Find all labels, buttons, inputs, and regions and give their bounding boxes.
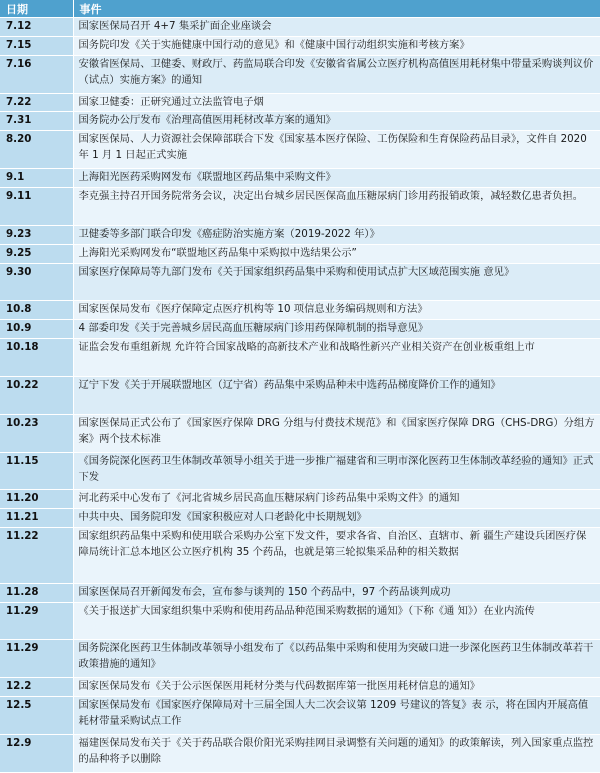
row-date: 7.22 xyxy=(0,93,73,112)
table-body xyxy=(0,18,600,773)
row-date: 11.22 xyxy=(0,528,73,584)
row-event: 国务院印发《关于实施健康中国行动的意见》和《健康中国行动组织实施和考核方案》 xyxy=(73,36,600,55)
table-row xyxy=(0,320,600,339)
table-row xyxy=(0,244,600,263)
row-date: 11.29 xyxy=(0,602,73,640)
row-event: 4 部委印发《关于完善城乡居民高血压糖尿病门诊用药保障机制的指导意见》 xyxy=(73,320,600,339)
row-event: 河北药采中心发布了《河北省城乡居民高血压糖尿病门诊药品集中采购文件》的通知 xyxy=(73,490,600,509)
table-row xyxy=(0,678,600,697)
row-event: 国务院办公厅发布《治理高值医用耗材改革方案的通知》 xyxy=(73,112,600,131)
row-event: 福建医保局发布关于《关于药品联合限价阳光采购挂网目录调整有关问题的通知》的政策解读，列入国家重点监控的品种将予以删除 xyxy=(73,734,600,772)
row-date: 10.22 xyxy=(0,377,73,415)
row-event: 国家卫健委：正研究通过立法监管电子烟 xyxy=(73,93,600,112)
row-event: 国家医保局召开新闻发布会，宣布参与谈判的 150 个药品中，97 个药品谈判成功 xyxy=(73,583,600,602)
row-event: 国家医保局、人力资源社会保障部联合下发《国家基本医疗保险、工伤保险和生育保险药品目录》，文件自 2020 年 1 月 1 日起正式实施 xyxy=(73,131,600,169)
table-row xyxy=(0,188,600,226)
header-event: 事件 xyxy=(73,0,600,18)
table-row xyxy=(0,339,600,377)
row-date: 10.9 xyxy=(0,320,73,339)
row-event: 上海阳光医药采购网发布《联盟地区药品集中采购文件》 xyxy=(73,169,600,188)
table-row xyxy=(0,377,600,415)
table-row xyxy=(0,509,600,528)
row-event: 《关于报送扩大国家组织集中采购和使用药品品种范围采购数据的通知》（下称《通 知》）在业内流传 xyxy=(73,602,600,640)
table-row xyxy=(0,131,600,169)
row-event: 国家医保局召开 4+7 集采扩面企业座谈会 xyxy=(73,18,600,37)
row-date: 10.8 xyxy=(0,301,73,320)
row-event: 国务院深化医药卫生体制改革领导小组发布了《以药品集中采购和使用为突破口进一步深化医药卫生体制改革若干政策措施的通知》 xyxy=(73,640,600,678)
row-date: 11.28 xyxy=(0,583,73,602)
table-row xyxy=(0,414,600,452)
row-event: 卫健委等多部门联合印发《癌症防治实施方案（2019-2022 年）》 xyxy=(73,225,600,244)
row-event: 上海阳光采购网发布“联盟地区药品集中采购拟中选结果公示” xyxy=(73,244,600,263)
table-row xyxy=(0,36,600,55)
table-row xyxy=(0,55,600,93)
row-date: 12.2 xyxy=(0,678,73,697)
row-event: 《国务院深化医药卫生体制改革领导小组关于进一步推广福建省和三明市深化医药卫生体制改革经验的通知》正式下发 xyxy=(73,452,600,490)
row-event: 辽宁下发《关于开展联盟地区（辽宁省）药品集中采购品种未中选药品梯度降价工作的通知》 xyxy=(73,377,600,415)
row-date: 11.29 xyxy=(0,640,73,678)
row-date: 10.18 xyxy=(0,339,73,377)
row-event: 国家医保局发布《国家医疗保障局对十三届全国人大二次会议第 1209 号建议的答复》表 示，将在国内开展高值耗材带量采购试点工作 xyxy=(73,697,600,735)
row-date: 11.15 xyxy=(0,452,73,490)
row-date: 7.15 xyxy=(0,36,73,55)
row-event: 国家医保局发布《关于公示医保医用耗材分类与代码数据库第一批医用耗材信息的通知》 xyxy=(73,678,600,697)
row-date: 7.16 xyxy=(0,55,73,93)
row-date: 10.23 xyxy=(0,414,73,452)
row-event: 国家组织药品集中采购和使用联合采购办公室下发文件，要求各省、自治区、直辖市、新 疆生产建设兵团医疗保障局统计汇总本地区公立医疗机构 35 个药品，也就是第三轮拟集采品种的相关数据 xyxy=(73,528,600,584)
table-row xyxy=(0,112,600,131)
table-row xyxy=(0,602,600,640)
table-row xyxy=(0,490,600,509)
table-row xyxy=(0,18,600,37)
row-date: 11.21 xyxy=(0,509,73,528)
row-date: 12.5 xyxy=(0,697,73,735)
row-event: 李克强主持召开国务院常务会议，决定出台城乡居民医保高血压糖尿病门诊用药报销政策，减轻数亿患者负担。 xyxy=(73,188,600,226)
table-header-row xyxy=(0,0,600,18)
row-date: 7.12 xyxy=(0,18,73,37)
row-date: 9.23 xyxy=(0,225,73,244)
row-event: 国家医保局正式公布了《国家医疗保障 DRG 分组与付费技术规范》和《国家医疗保障 DRG（CHS-DRG）分组方案》两个技术标准 xyxy=(73,414,600,452)
table-row xyxy=(0,263,600,301)
row-date: 12.9 xyxy=(0,734,73,772)
row-date: 9.30 xyxy=(0,263,73,301)
row-date: 9.25 xyxy=(0,244,73,263)
row-date: 9.11 xyxy=(0,188,73,226)
row-event: 中共中央、国务院印发《国家积极应对人口老龄化中长期规划》 xyxy=(73,509,600,528)
row-event: 国家医疗保障局等九部门发布《关于国家组织药品集中采购和使用试点扩大区域范围实施 意见》 xyxy=(73,263,600,301)
row-event: 国家医保局发布《医疗保障定点医疗机构等 10 项信息业务编码规则和方法》 xyxy=(73,301,600,320)
table-row xyxy=(0,528,600,584)
row-date: 11.20 xyxy=(0,490,73,509)
table-row xyxy=(0,640,600,678)
row-event: 证监会发布重组新规 允许符合国家战略的高新技术产业和战略性新兴产业相关资产在创业板重组上市 xyxy=(73,339,600,377)
table-row xyxy=(0,734,600,772)
table-row xyxy=(0,697,600,735)
header-date: 日期 xyxy=(0,0,73,18)
row-event: 安徽省医保局、卫健委、财政厅、药监局联合印发《安徽省省属公立医疗机构高值医用耗材集中带量采购谈判议价（试点）实施方案》的通知 xyxy=(73,55,600,93)
row-date: 9.1 xyxy=(0,169,73,188)
row-date: 8.20 xyxy=(0,131,73,169)
table-row xyxy=(0,169,600,188)
table-row xyxy=(0,301,600,320)
table-row xyxy=(0,583,600,602)
table-row xyxy=(0,452,600,490)
row-date: 7.31 xyxy=(0,112,73,131)
table-row xyxy=(0,225,600,244)
table-row xyxy=(0,93,600,112)
